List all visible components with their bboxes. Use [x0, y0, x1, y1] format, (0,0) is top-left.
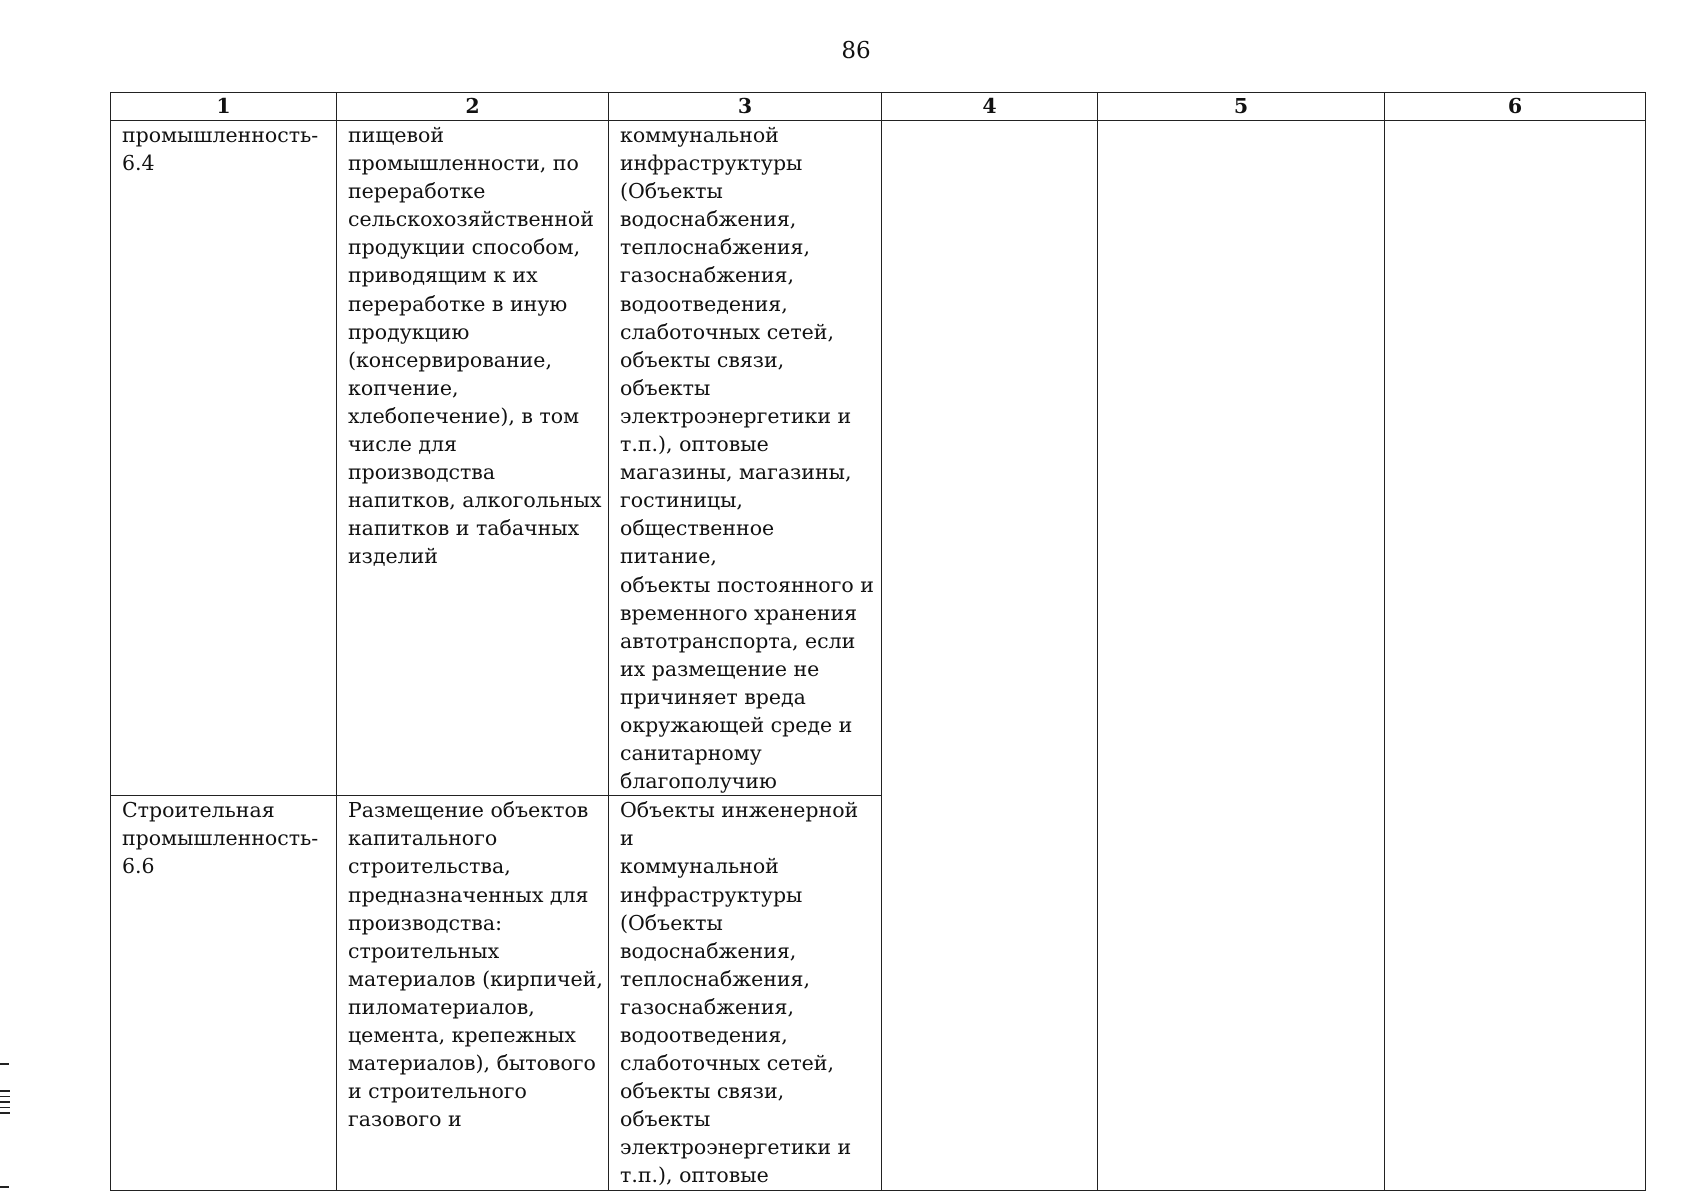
- page-number: 86: [841, 38, 871, 64]
- table-row: [111, 121, 1646, 796]
- scan-margin-mark: [0, 1090, 10, 1092]
- empty-cell-col-4: [882, 121, 1098, 1191]
- column-header-3: 3: [609, 93, 882, 121]
- column-header-6: 6: [1385, 93, 1646, 121]
- scan-margin-mark: [0, 1096, 10, 1097]
- land-use-type-cell: промышленность- 6.4: [111, 121, 337, 796]
- scan-margin-mark: [0, 1101, 10, 1103]
- land-use-type-cell: Строительная промышленность- 6.6: [111, 796, 337, 1190]
- column-header-2: 2: [337, 93, 609, 121]
- land-use-description-cell: Размещение объектов капитального строительства, предназначенных для производства: строительных материалов (кирпичей, пиломатериалов, цемента, крепежных материалов), бытового и строительного газового и: [337, 796, 609, 1190]
- empty-cell-col-5: [1098, 121, 1385, 1191]
- column-header-5: 5: [1098, 93, 1385, 121]
- scan-margin-mark: [0, 1063, 9, 1065]
- land-use-description-cell: пищевой промышленности, по переработке сельскохозяйственной продукции способом, приводящим к их переработке в иную продукцию (консервирование, копчение, хлебопечение), в том числе для производства напитков, алкогольных напитков и табачных изделий: [337, 121, 609, 796]
- column-header-4: 4: [882, 93, 1098, 121]
- column-header-1: 1: [111, 93, 337, 121]
- table-header-row: [111, 93, 1646, 121]
- scan-margin-mark: [0, 1107, 10, 1108]
- permitted-objects-cell: коммунальной инфраструктуры (Объекты водоснабжения, теплоснабжения, газоснабжения, водоотведения, слаботочных сетей, объекты связи, объекты электроэнергетики и т.п.), оптовые магазины, магазины, гостиницы, общественное питание, объекты постоянного и временного хранения автотранспорта, если их размещение не причиняет вреда окружающей среде и санитарному благополучию: [609, 121, 882, 796]
- scan-margin-mark: [0, 1112, 10, 1114]
- land-use-table: [110, 92, 1646, 1191]
- scan-margin-mark: [0, 1186, 9, 1188]
- permitted-objects-cell: Объекты инженерной и коммунальной инфраструктуры (Объекты водоснабжения, теплоснабжения, газоснабжения, водоотведения, слаботочных сетей, объекты связи, объекты электроэнергетики и т.п.), оптовые: [609, 796, 882, 1190]
- empty-cell-col-6: [1385, 121, 1646, 1191]
